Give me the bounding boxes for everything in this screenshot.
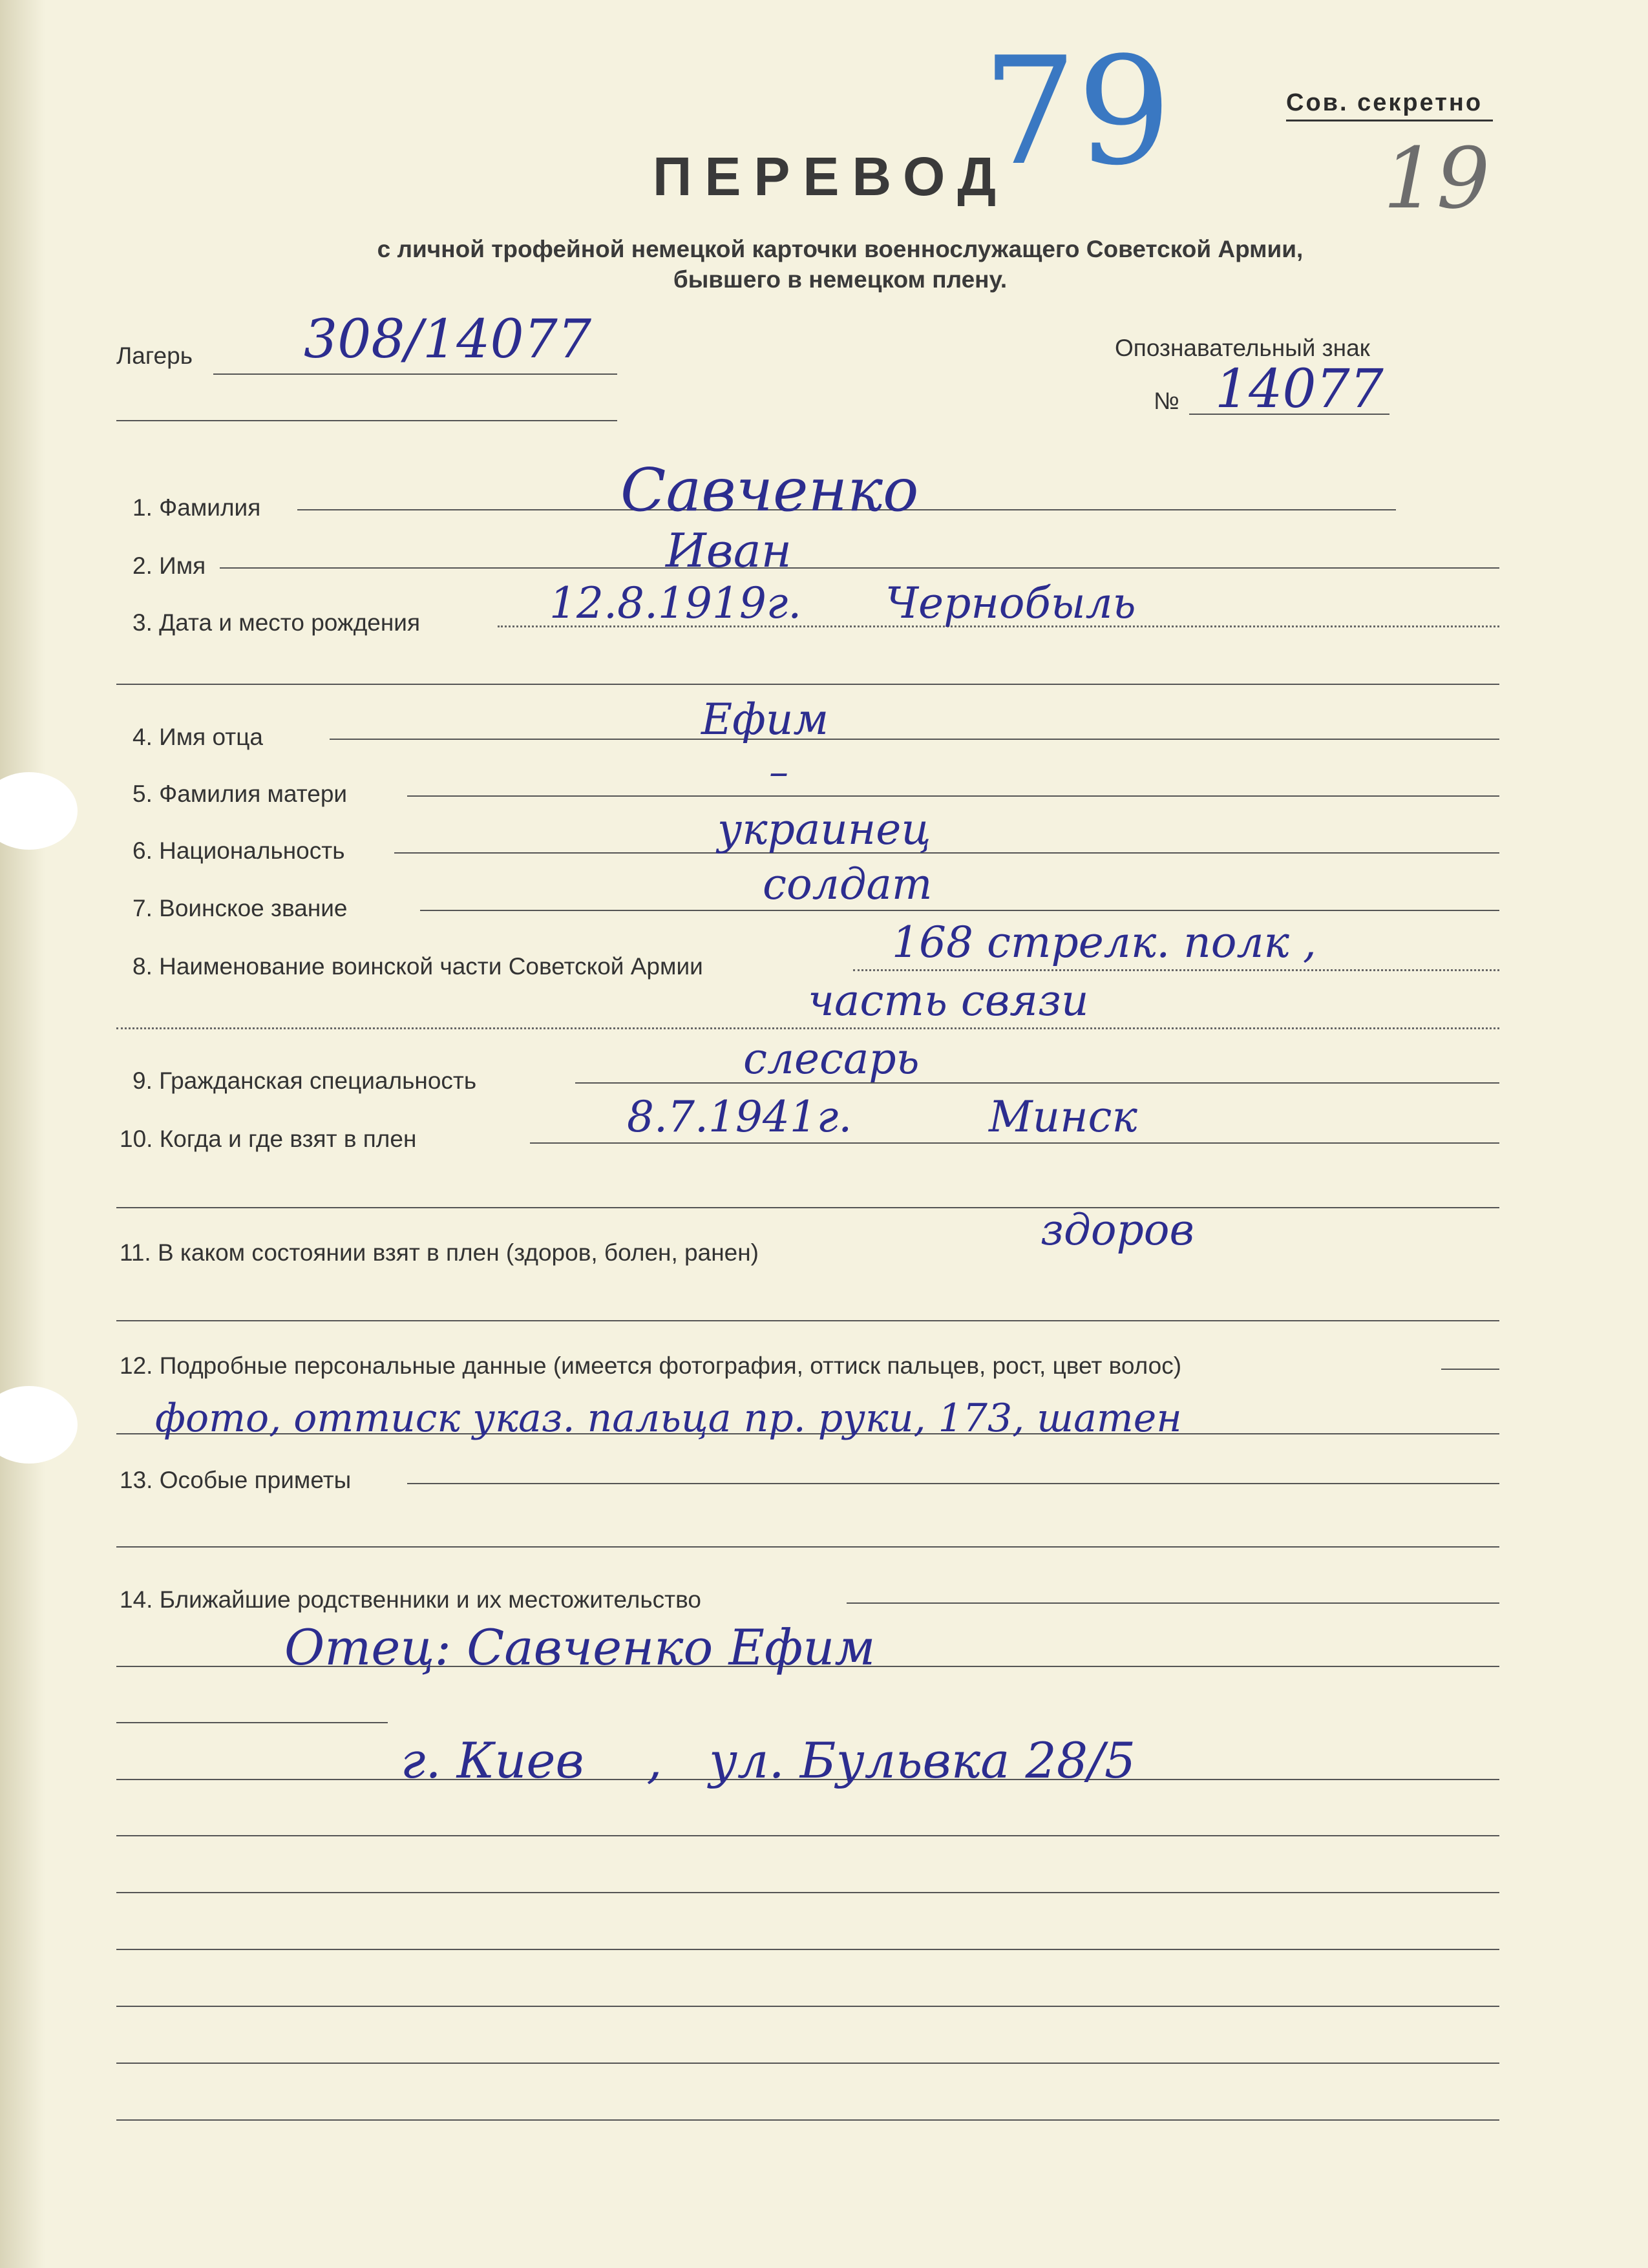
field-6-rule — [394, 852, 1499, 854]
blank-rule — [116, 2119, 1499, 2121]
field-8-label: 8. Наименование воинской части Советской Армии — [132, 953, 703, 980]
camp-rule-2 — [116, 420, 617, 421]
field-13-rule — [407, 1483, 1499, 1484]
field-12-label: 12. Подробные персональные данные (имеется фотография, оттиск пальцев, рост, цвет волос) — [120, 1352, 1182, 1379]
field-14-rule — [847, 1602, 1499, 1604]
field-3-label: 3. Дата и место рождения — [132, 609, 420, 636]
field-12-rule — [1441, 1369, 1499, 1370]
document-title: ПЕРЕВОД — [653, 146, 1009, 207]
field-13-rule-2 — [116, 1546, 1499, 1548]
field-5-rule — [407, 795, 1499, 797]
punch-hole-lower — [0, 1386, 78, 1464]
field-9-value: слесарь — [743, 1034, 920, 1084]
classification-mark: Сов. секретно — [1286, 89, 1483, 116]
field-7-rule — [420, 910, 1499, 911]
field-4-value: Ефим — [701, 695, 829, 744]
id-tag-number-sign: № — [1154, 388, 1179, 414]
field-10-label: 10. Когда и где взят в плен — [120, 1126, 417, 1152]
field-3-value-place: Чернобыль — [885, 578, 1136, 628]
id-tag-label: Опознавательный знак — [1115, 335, 1370, 361]
field-12-value: фото, оттиск указ. пальца пр. руки, 173, шатен — [155, 1396, 1182, 1441]
field-10-rule-2 — [116, 1207, 1499, 1208]
field-2-rule — [220, 567, 1499, 569]
field-14-label: 14. Ближайшие родственники и их местожительство — [120, 1586, 701, 1613]
field-2-label: 2. Имя — [132, 552, 206, 579]
field-10-rule — [530, 1142, 1499, 1144]
field-2-value: Иван — [666, 523, 792, 578]
blue-pencil-number: 79 — [982, 26, 1172, 198]
pencil-number: 19 — [1383, 129, 1490, 227]
blank-rule — [116, 1892, 1499, 1893]
field-14-value-2: г. Киев , ул. Бульвка 28/5 — [401, 1732, 1136, 1789]
field-4-rule — [330, 739, 1499, 740]
field-11-value: здоров — [1041, 1205, 1194, 1255]
field-14-value: Отец: Савченко Ефим — [284, 1619, 876, 1676]
subtitle-line-2: бывшего в немецком плену. — [673, 266, 1008, 293]
field-9-rule — [575, 1082, 1499, 1084]
field-3-rule-2 — [116, 684, 1499, 685]
field-1-label: 1. Фамилия — [132, 494, 261, 521]
punch-hole-upper — [0, 772, 78, 850]
subtitle-line-1: с личной трофейной немецкой карточки военнослужащего Советской Армии, — [377, 236, 1304, 262]
field-3-value-date: 12.8.1919г. — [549, 578, 802, 628]
id-tag-value: 14077 — [1215, 359, 1384, 420]
blank-rule — [116, 1835, 1499, 1836]
field-6-value: украинец — [717, 804, 931, 854]
field-8-value: 168 стрелк. полк , — [892, 918, 1316, 967]
field-1-value: Савченко — [620, 456, 919, 525]
field-10-value-date: 8.7.1941г. — [627, 1092, 852, 1142]
field-10-value-place: Минск — [989, 1092, 1137, 1142]
field-8-rule — [853, 969, 1499, 971]
field-7-value: солдат — [763, 859, 933, 909]
field-5-value: – — [769, 750, 788, 795]
field-14-rule-3 — [116, 1722, 388, 1723]
field-11-label: 11. В каком состоянии взят в плен (здоров, болен, ранен) — [120, 1239, 759, 1266]
field-9-label: 9. Гражданская специальность — [132, 1067, 477, 1094]
camp-rule — [213, 373, 617, 375]
field-6-label: 6. Национальность — [132, 837, 345, 864]
field-13-label: 13. Особые приметы — [120, 1467, 352, 1493]
field-7-label: 7. Воинское звание — [132, 895, 348, 921]
camp-label: Лагерь — [116, 342, 193, 369]
classification-underline — [1286, 120, 1493, 121]
field-8-rule-2 — [116, 1027, 1499, 1029]
field-8-value-2: часть связи — [808, 976, 1089, 1025]
blank-rule — [116, 1949, 1499, 1950]
field-5-label: 5. Фамилия матери — [132, 781, 348, 807]
blank-rule — [116, 2006, 1499, 2007]
field-4-label: 4. Имя отца — [132, 724, 263, 750]
field-11-rule — [116, 1320, 1499, 1321]
blank-rule — [116, 2063, 1499, 2064]
camp-value: 308/14077 — [304, 309, 591, 370]
